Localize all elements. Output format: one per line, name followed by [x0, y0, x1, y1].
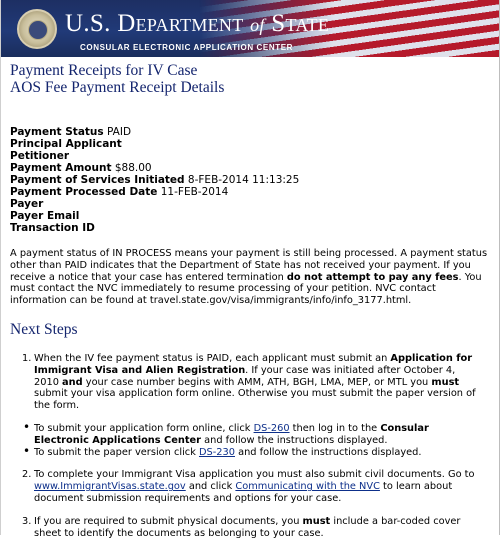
receipt-fields: [10, 126, 488, 234]
main-content: [10, 62, 488, 539]
field-transaction-id: Transaction ID: [10, 222, 95, 234]
bullet-icon: •: [23, 419, 31, 434]
bullet-paper-form: • To submit the paper version click DS-230 and follow the instructions displayed.: [23, 443, 422, 458]
brand-subtitle: CONSULAR ELECTRONIC APPLICATION CENTER: [80, 43, 294, 52]
ds260-link[interactable]: DS-260: [253, 422, 290, 434]
field-petitioner: Petitioner: [10, 150, 70, 162]
ds230-link[interactable]: DS-230: [198, 446, 235, 458]
next-steps-heading: Next Steps: [10, 320, 78, 338]
state-seal-icon: [17, 9, 57, 49]
field-payer-email: Payer Email: [10, 210, 80, 222]
step-1: 1. When the IV fee payment status is PAID, each applicant must submit an Application for Immigrant Visa and Alien Registration. If your case was initiated after October 4, 2010 and your case number begins with AMM, ATH, BGH, LMA, MEP, or MTL you must submit your visa application form online. Otherwise you must submit the paper version of the form.: [22, 352, 476, 412]
page-subtitle: AOS Fee Payment Receipt Details: [10, 79, 225, 96]
communicating-nvc-link[interactable]: Communicating with the NVC: [235, 481, 380, 493]
bullet-icon: •: [23, 443, 31, 458]
step-3: 3. If you are required to submit physical documents, you must include a bar-coded cover sheet to identify the documents as belonging to your case.: [22, 515, 461, 539]
page-title: Payment Receipts for IV Case: [10, 62, 198, 79]
field-payer: Payer: [10, 198, 44, 210]
field-payment-initiated: Payment of Services Initiated 8-FEB-2014 11:13:25: [10, 174, 300, 186]
bullet-online-form: • To submit your application form online, click DS-260 then log in to the Consular Electronic Applications Center and follow the instructions displayed.: [23, 419, 429, 446]
brand-title: U.S. DEPARTMENT of STATE: [65, 10, 330, 37]
field-processed-date: Payment Processed Date 11-FEB-2014: [10, 186, 229, 198]
field-principal-applicant: Principal Applicant: [10, 138, 122, 150]
payment-status-notice: A payment status of IN PROCESS means your payment is still being processed. A payment status other than PAID indicates that the Department of State has not received your payment. If you receive a notice that your case has entered termination do not attempt to pay any fees. You must contact the NVC immediately to resume processing of your petition. NVC contact information can be found at travel.state.gov/visa/immigrants/info/info_3177.html.: [10, 248, 488, 307]
header-banner: [1, 0, 499, 57]
field-payment-amount: Payment Amount $88.00: [10, 162, 152, 174]
field-payment-status: Payment Status PAID: [10, 126, 132, 138]
step-2: 2. To complete your Immigrant Visa application you must also submit civil documents. Go to www.ImmigrantVisas.state.gov and click Communicating with the NVC to learn about document submission requirements and options for your case.: [22, 469, 475, 504]
immigrant-visas-link[interactable]: www.ImmigrantVisas.state.gov: [34, 481, 186, 493]
next-steps-list: [10, 353, 488, 539]
